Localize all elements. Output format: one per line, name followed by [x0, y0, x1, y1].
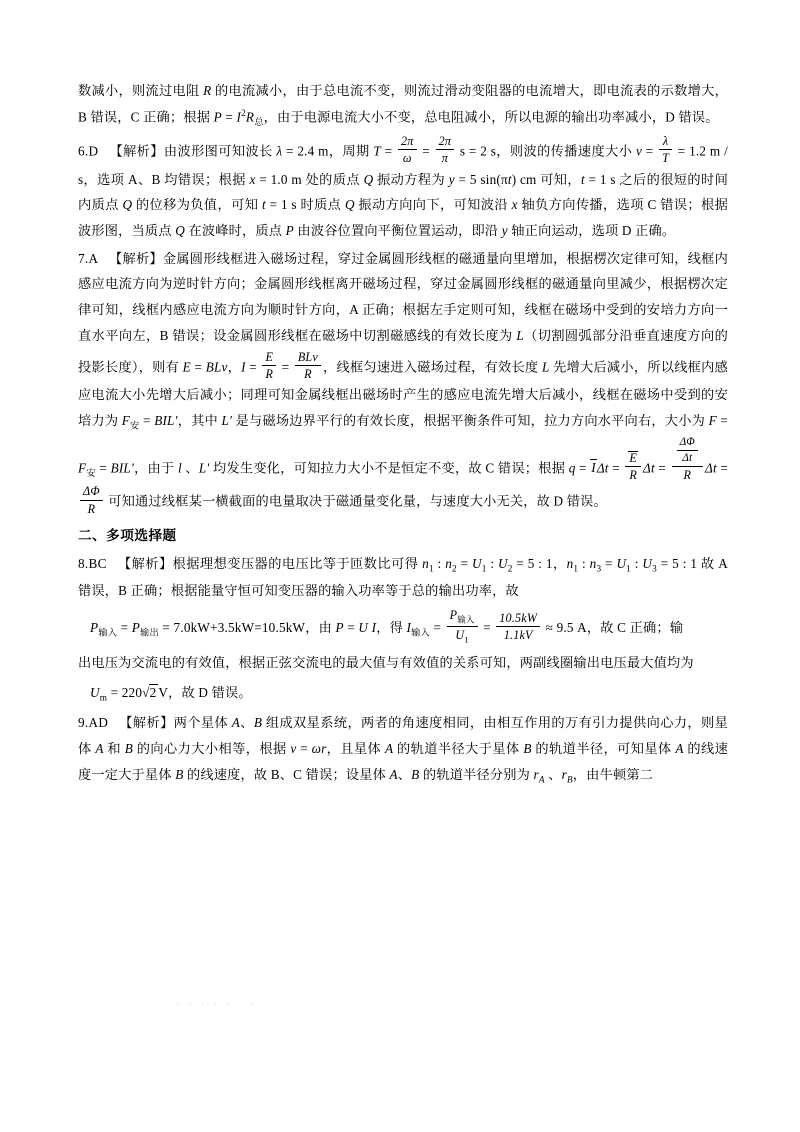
answer-item-7: 7.A 【解析】金属圆形线框进入磁场过程，穿过金属圆形线框的磁通量向里增加，根据楞次定律可知，线框内感应电流方向为逆时针方向；金属圆形线框离开磁场过程，穿过金属圆形线框的磁通量向里减少，根据楞次定律可知，线框内感应电流方向为顺时针方向，A 正确；根据左手定则可知，线框在磁场中受到的安培力方向一直水平向左，B 错误；设金属圆形线框在磁场中切割磁感线的有效长度为 L（切割圆弧部分沿垂直速度方向的投影长度），则有 E = BLv，I = $\frac{E}{R}$ = $\frac{\text{BLv}}{R}$ ，线框匀速进入磁场过程，有效长度 L 先增大后减小，所以线框内感应电流大小先增大后减小；同理可知金属线框出磁场时产生的感应电流先增大后减小，线框在磁场中受到的安培力为 $F_安 = BIL'$，其中 L′ 是与磁场边界平行的有效长度，根据平衡条件可知，拉力方向水平向右，大小为 $F = F_安 = BIL'$，由于 l 、L′ 均发生变化，可知拉力大小不是恒定不变，故 C 错误；根据 q = IΔt = $\frac{E}{R}$ Δt = $\frac{\frac{\Delta\Phi}{\Delta t}}{R}$ Δt = $\frac{\Delta\Phi}{R}$ 可知通过线框某一横截面的电量取决于磁通量变化量，与速度大小无关，故 D 错误。: [78, 250, 729, 516]
section-heading-multiple-choice: 二、多项选择题: [78, 528, 177, 544]
question-number-9: 9.AD: [78, 715, 109, 731]
answer-item-6: 6.D 【解析】由波形图可知波长 λ = 2.4 m，周期 T = $\frac{2\pi}{\omega}$ = $\frac{2\pi}{\pi}$ s = 2 s，则波的传播速度大小 v = $\frac{\lambda}{T}$ = 1.2 m / s，选项 A、B 均错误；根据 x = 1.0 m 处的质点 Q 振动方程为 y = 5 sin(πt) cm 可知，t = 1 s 之后的很短的时间内质点 Q 的位移为负值，可知 t = 1 s 时质点 Q 振动方向向下，可知波沿 x 轴负方向传播，选项 C 错误；根据波形图，当质点 Q 在波峰时，质点 P 由波谷位置向平衡位置运动，即沿 y 轴正向运动，选项 D 正确。: [78, 133, 728, 238]
analysis-tag-6: 【解析】: [109, 143, 164, 159]
analysis-tag-9: 【解析】: [119, 715, 174, 731]
answer-item-8: 8.BC 【解析】根据理想变压器的电压比等于匝数比可得 $n_1$ : $n_2 = U_1$ : $U_2 = 5$ : 1，$n_1$ : $n_3 = U_1$ : $U_3 = 5$ : 1 故 A 错误，B 正确；根据能量守恒可知变压器的输入功率等于总的输出功率，故 $P_{输入} = P_{输出} = 7.0kW+3.5kW=10.5kW$，由 P = U I，得 $I_{输入}$ = $\frac{P_{输入}}{U_1}$ = $\frac{10.5kW}{1.1kV}$ ≈ 9.5 A，故 C 正确；输 出电压为交流电的有效值，根据正弦交流电的最大值与有效值的关系可知，两副线圈输出电压最大值均为 $U_m = 220√2$ V，故 D 错误。: [78, 555, 729, 703]
page-footer-marks: · · · · · · ·: [176, 998, 258, 1010]
paragraph-q5-continuation: 数减小，则流过电阻 R 的电流减小，由于总电流不变，则流过滑动变阻器的电流增大，即电流表的示数增大，B 错误，C 正确；根据 $P = I^2R_总$，由于电源电流大小不变，总电阻减小，所以电源的输出功率减小，D 错误。: [78, 83, 729, 127]
question-number-6: 6.D: [78, 143, 99, 159]
answer-item-9: 9.AD 【解析】两个星体 A、B 组成双星系统，两者的角速度相同，由相互作用的万有引力提供向心力，则星体 A 和 B 的向心力大小相等，根据 v = ωr，且星体 A 的轨道半径大于星体 B 的轨道半径，可知星体 A 的线速度一定大于星体 B 的线速度，故 B、C 错误；设星体 A、B 的轨道半径分别为 $r_A$ 、$r_B$，由牛顿第二: [78, 715, 729, 785]
question-number-7: 7.A: [78, 250, 99, 266]
analysis-tag-7: 【解析】: [109, 250, 163, 266]
analysis-tag-8: 【解析】: [117, 555, 173, 571]
question-number-8: 8.BC: [78, 555, 107, 571]
